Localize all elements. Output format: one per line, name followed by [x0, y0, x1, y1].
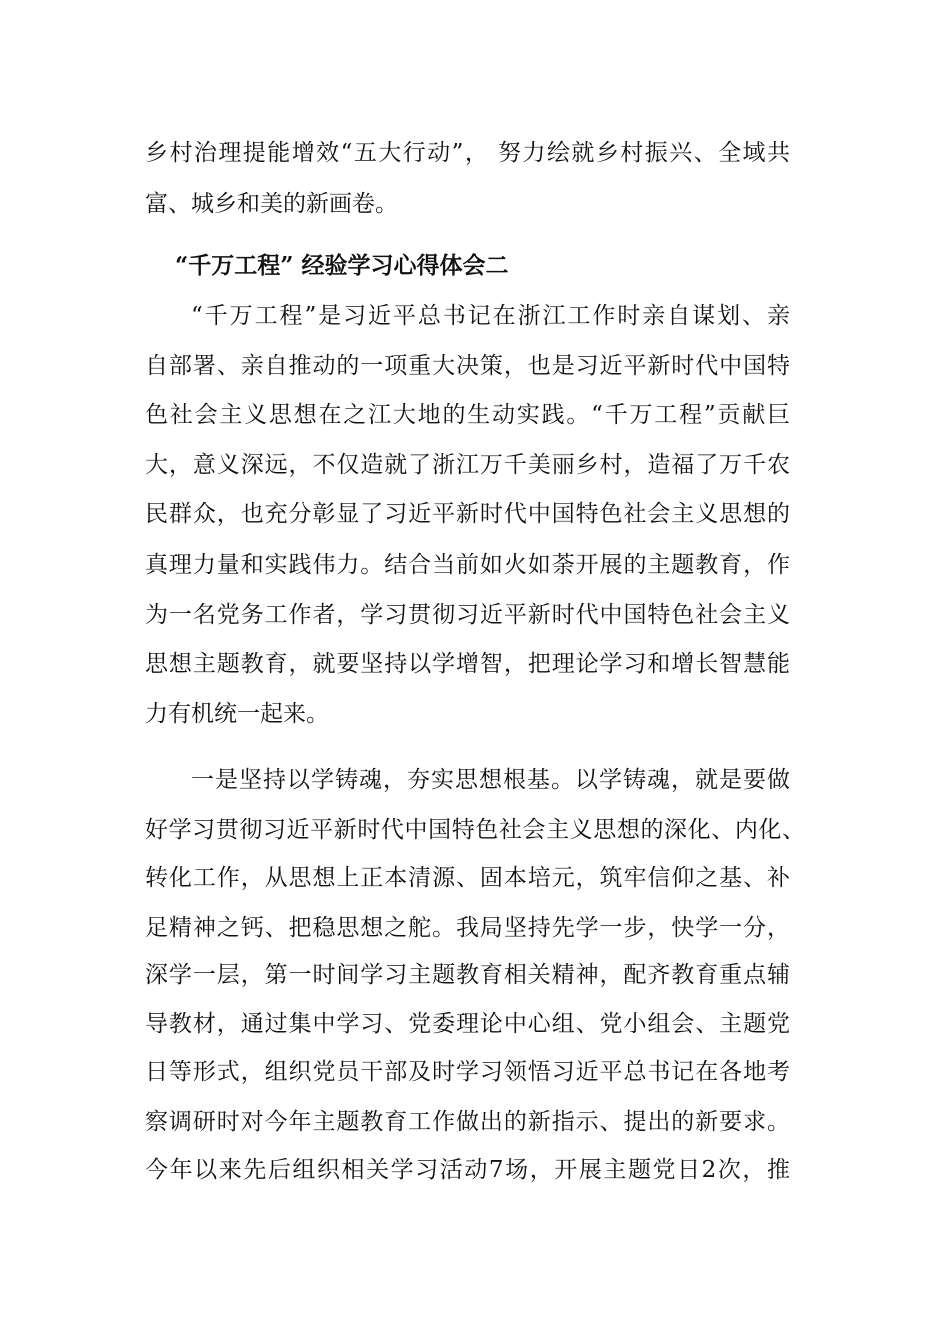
text-line: 好学习贯彻习近平新时代中国特色社会主义思想的深化、内化、: [145, 817, 805, 843]
text-line: 自部署、亲自推动的一项重大决策，也是习近平新时代中国特: [145, 353, 790, 379]
section-heading: “千万工程” 经验学习心得体会二: [175, 252, 509, 279]
text-line: 真理力量和实践伟力。结合当前如火如荼开展的主题教育，作: [145, 552, 790, 578]
text-line: 导教材，通过集中学习、党委理论中心组、党小组会、主题党: [145, 1011, 790, 1037]
text-line: 日等形式，组织党员干部及时学习领悟习近平总书记在各地考: [145, 1059, 790, 1085]
text-line: 一是坚持以学铸魂，夯实思想根基。以学铸魂，就是要做: [191, 767, 790, 793]
text-line: 色社会主义思想在之江大地的生动实践。“千万工程”贡献巨: [145, 402, 790, 428]
text-line: 富、城乡和美的新画卷。: [145, 191, 398, 217]
text-line: 深学一层，第一时间学习主题教育相关精神，配齐教育重点辅: [145, 962, 790, 988]
text-line: 思想主题教育，就要坚持以学增智，把理论学习和增长智慧能: [145, 651, 790, 677]
text-line: 转化工作，从思想上正本清源、固本培元，筑牢信仰之基、补: [145, 865, 790, 891]
text-line: 力有机统一起来。: [145, 701, 329, 727]
text-line: “千万工程”是习近平总书记在浙江工作时亲自谋划、亲: [191, 303, 790, 329]
text-line: 乡村治理提能增效“五大行动”， 努力绘就乡村振兴、全域共: [145, 140, 790, 166]
text-line: 民群众，也充分彰显了习近平新时代中国特色社会主义思想的: [145, 501, 790, 527]
text-line: 察调研时对今年主题教育工作做出的新指示、提出的新要求。: [145, 1109, 790, 1135]
text-line: 为一名党务工作者，学习贯彻习近平新时代中国特色社会主义: [145, 602, 790, 628]
text-line: 足精神之钙、把稳思想之舵。我局坚持先学一步，快学一分，: [145, 915, 790, 941]
text-line: 大，意义深远，不仅造就了浙江万千美丽乡村，造福了万千农: [145, 452, 790, 478]
text-line: 今年以来先后组织相关学习活动7场，开展主题党日2次，推: [145, 1157, 790, 1183]
